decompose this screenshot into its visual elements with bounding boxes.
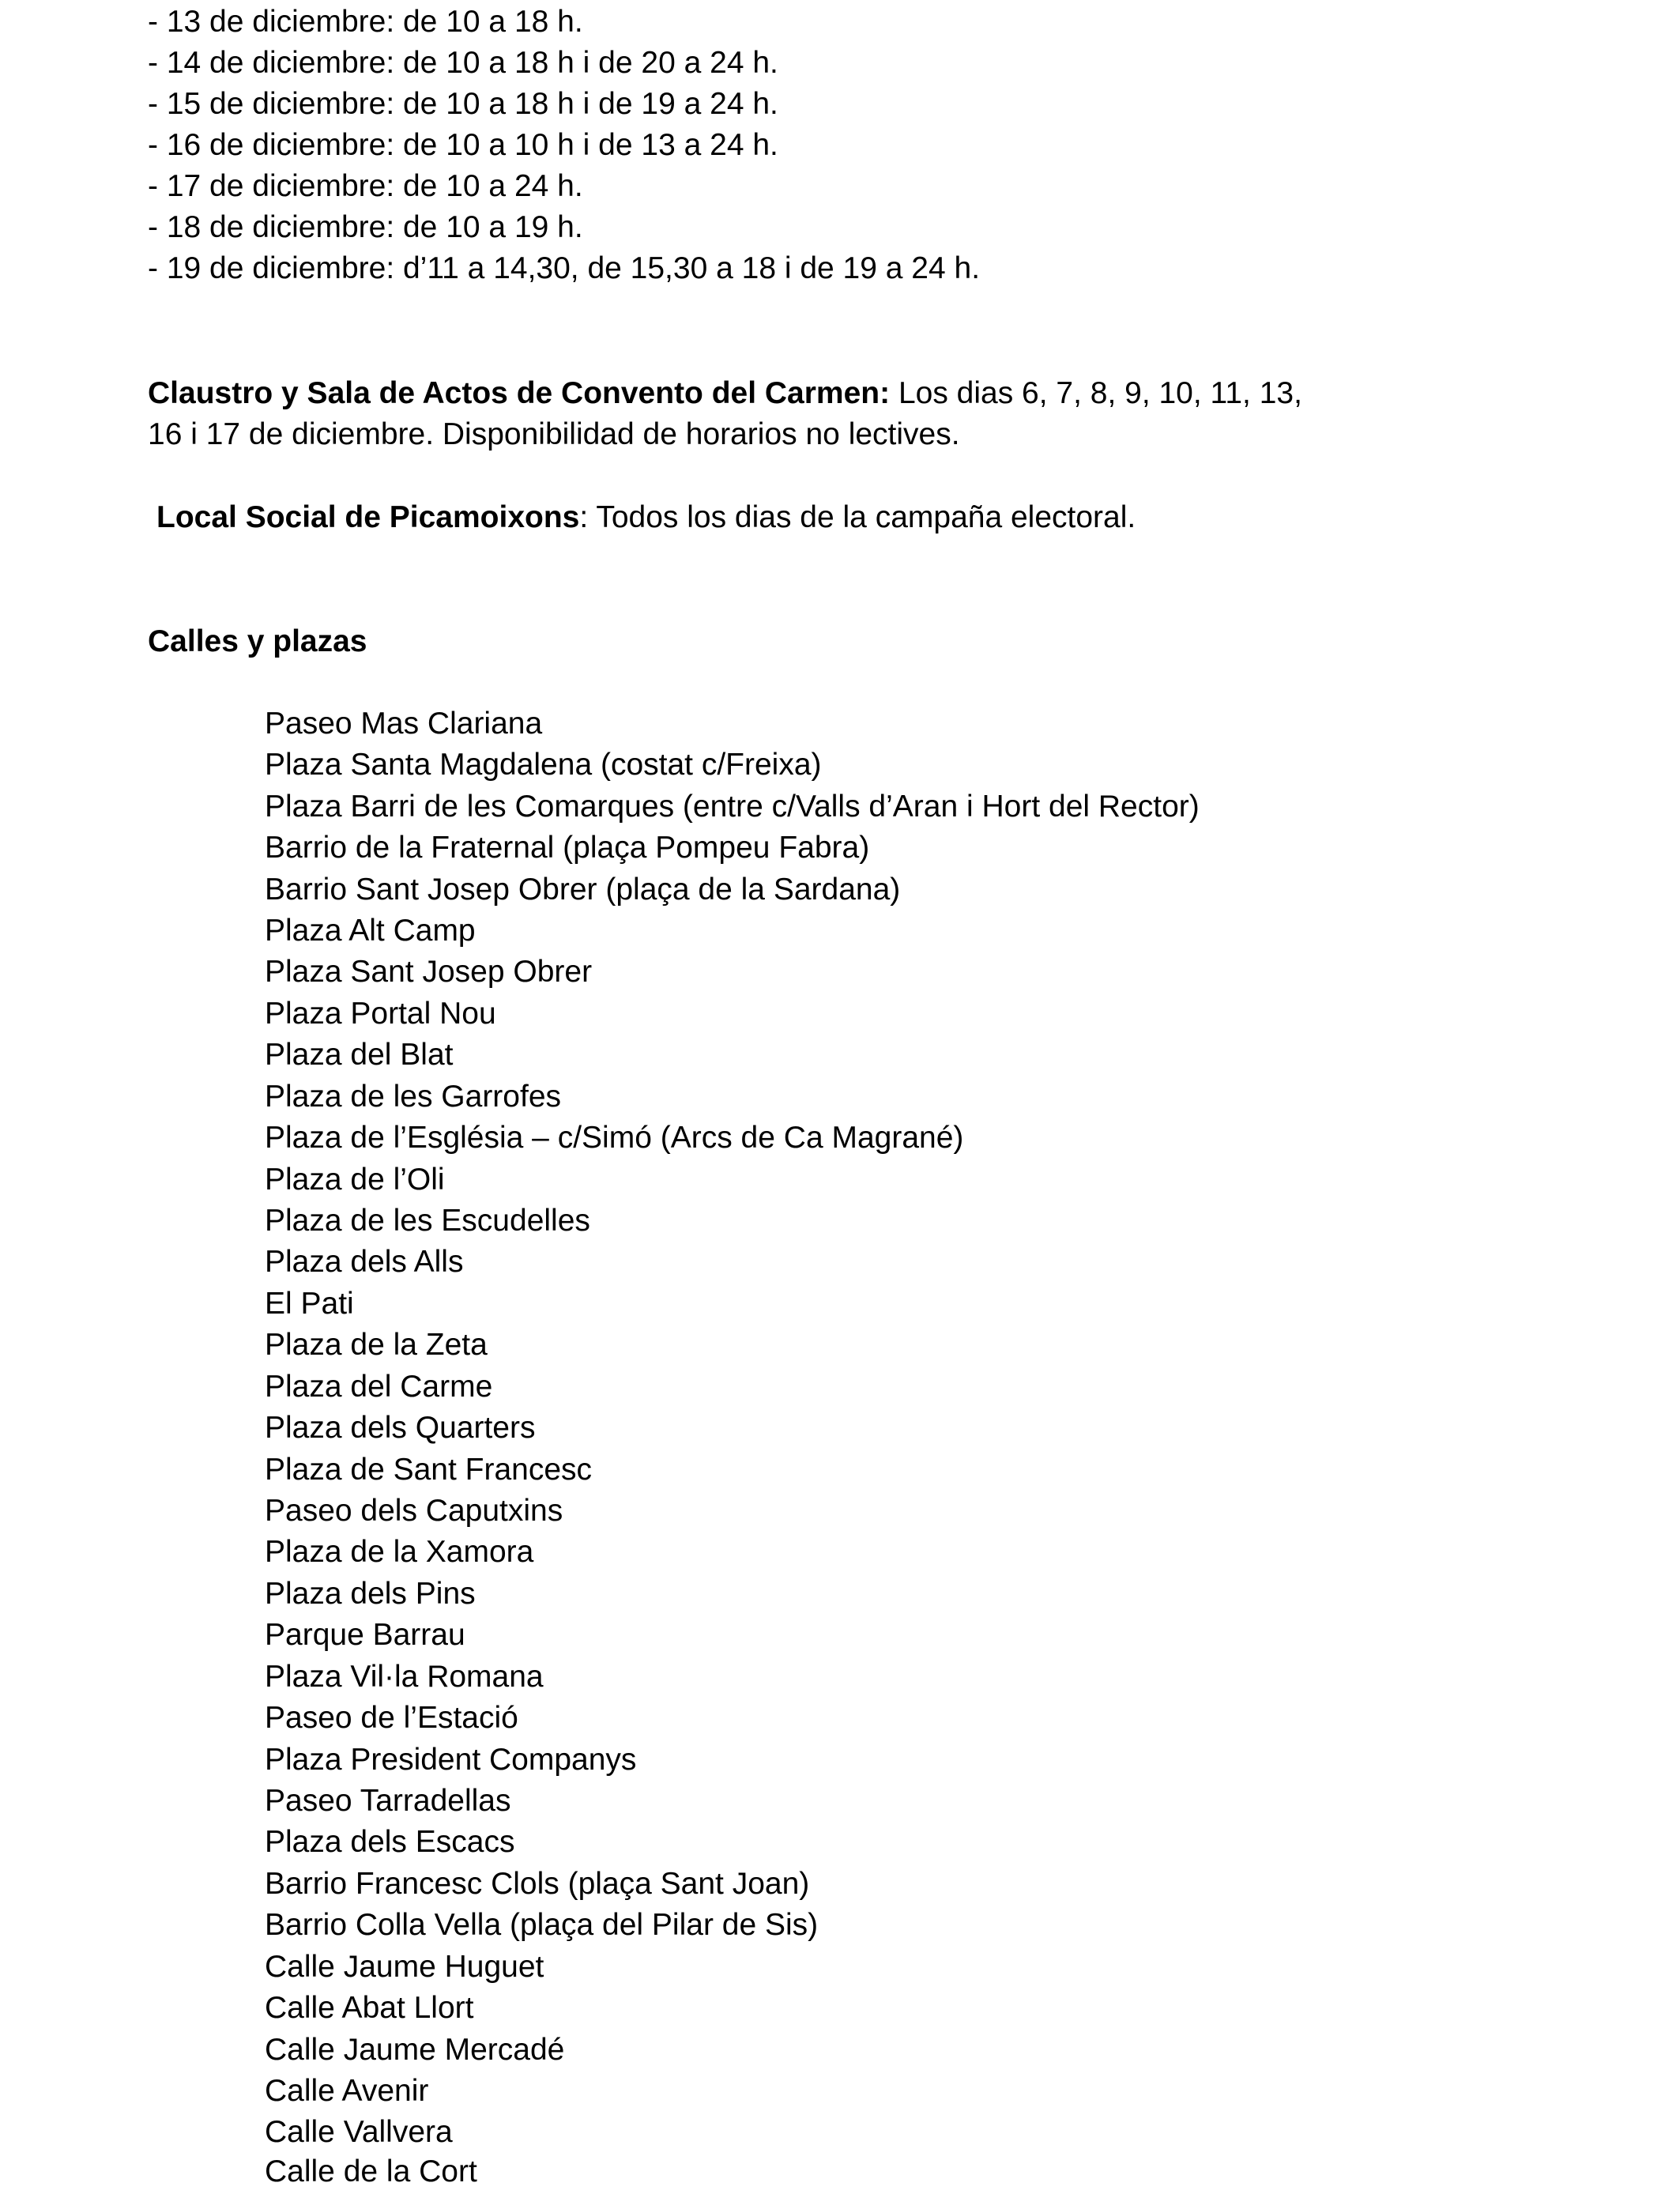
claustro-paragraph-line1 [148,373,1302,414]
schedule-line: - 16 de diciembre: de 10 a 10 h i de 13 a 24 h. [148,128,778,162]
list-item: Calle Jaume Mercadé [265,2033,565,2067]
list-item: Plaza del Carme [265,1370,493,1404]
list-item: Parque Barrau [265,1618,465,1652]
list-item: Barrio Francesc Clols (plaça Sant Joan) [265,1867,810,1901]
claustro-heading: Claustro y Sala de Actos de Convento del Carmen: [148,376,891,410]
list-item: Plaza President Companys [265,1743,637,1777]
list-item: Plaza de les Escudelles [265,1204,590,1238]
list-item: Paseo Tarradellas [265,1784,511,1818]
list-item: Plaza de l’Oli [265,1163,445,1197]
list-item: Calle de la Cort [265,2154,477,2188]
list-item: Plaza Vil·la Romana [265,1660,544,1694]
list-item: Plaza dels Pins [265,1577,476,1611]
schedule-line: - 14 de diciembre: de 10 a 18 h i de 20 a 24 h. [148,46,778,80]
schedule-line: - 17 de diciembre: de 10 a 24 h. [148,169,583,203]
list-item: Plaza de l’Església – c/Simó (Arcs de Ca Magrané) [265,1121,964,1155]
list-item: Plaza dels Quarters [265,1411,536,1445]
list-item: Calle Avenir [265,2074,429,2108]
list-item: Paseo de l’Estació [265,1701,518,1735]
schedule-line: - 19 de diciembre: d’11 a 14,30, de 15,30 a 18 i de 19 a 24 h. [148,251,981,285]
local-social-paragraph [156,497,1136,538]
list-item: Plaza Portal Nou [265,997,496,1031]
list-item: Plaza dels Escacs [265,1825,515,1859]
local-social-text: : Todos los dias de la campaña electoral. [579,500,1136,534]
list-item: Plaza Santa Magdalena (costat c/Freixa) [265,748,822,782]
list-item: Plaza de Sant Francesc [265,1453,593,1487]
schedule-line: - 18 de diciembre: de 10 a 19 h. [148,210,583,244]
list-item: Plaza de la Zeta [265,1328,488,1362]
list-item: Calle Jaume Huguet [265,1950,544,1984]
list-item: Plaza Alt Camp [265,914,476,948]
list-item: Calle Vallvera [265,2115,453,2149]
list-item: Plaza del Blat [265,1038,454,1072]
schedule-line: - 13 de diciembre: de 10 a 18 h. [148,5,583,39]
list-item: El Pati [265,1287,354,1321]
list-item: Barrio de la Fraternal (plaça Pompeu Fabra) [265,831,870,865]
list-item: Barrio Colla Vella (plaça del Pilar de Sis) [265,1908,819,1942]
list-item: Plaza de la Xamora [265,1535,534,1569]
claustro-text-line1: Los dias 6, 7, 8, 9, 10, 11, 13, [890,376,1302,410]
list-item: Paseo dels Caputxins [265,1494,563,1528]
schedule-line: - 15 de diciembre: de 10 a 18 h i de 19 a 24 h. [148,87,778,121]
list-item: Plaza Sant Josep Obrer [265,955,593,989]
list-item: Plaza dels Alls [265,1245,464,1279]
list-item: Plaza Barri de les Comarques (entre c/Valls d’Aran i Hort del Rector) [265,790,1200,824]
list-item: Plaza de les Garrofes [265,1080,562,1114]
list-item: Paseo Mas Clariana [265,707,543,741]
list-item: Barrio Sant Josep Obrer (plaça de la Sardana) [265,873,901,907]
calles-heading: Calles y plazas [148,624,367,658]
list-item: Calle Abat Llort [265,1991,474,2025]
claustro-text-line2: 16 i 17 de diciembre. Disponibilidad de horarios no lectives. [148,417,960,451]
local-social-heading: Local Social de Picamoixons [156,500,580,534]
